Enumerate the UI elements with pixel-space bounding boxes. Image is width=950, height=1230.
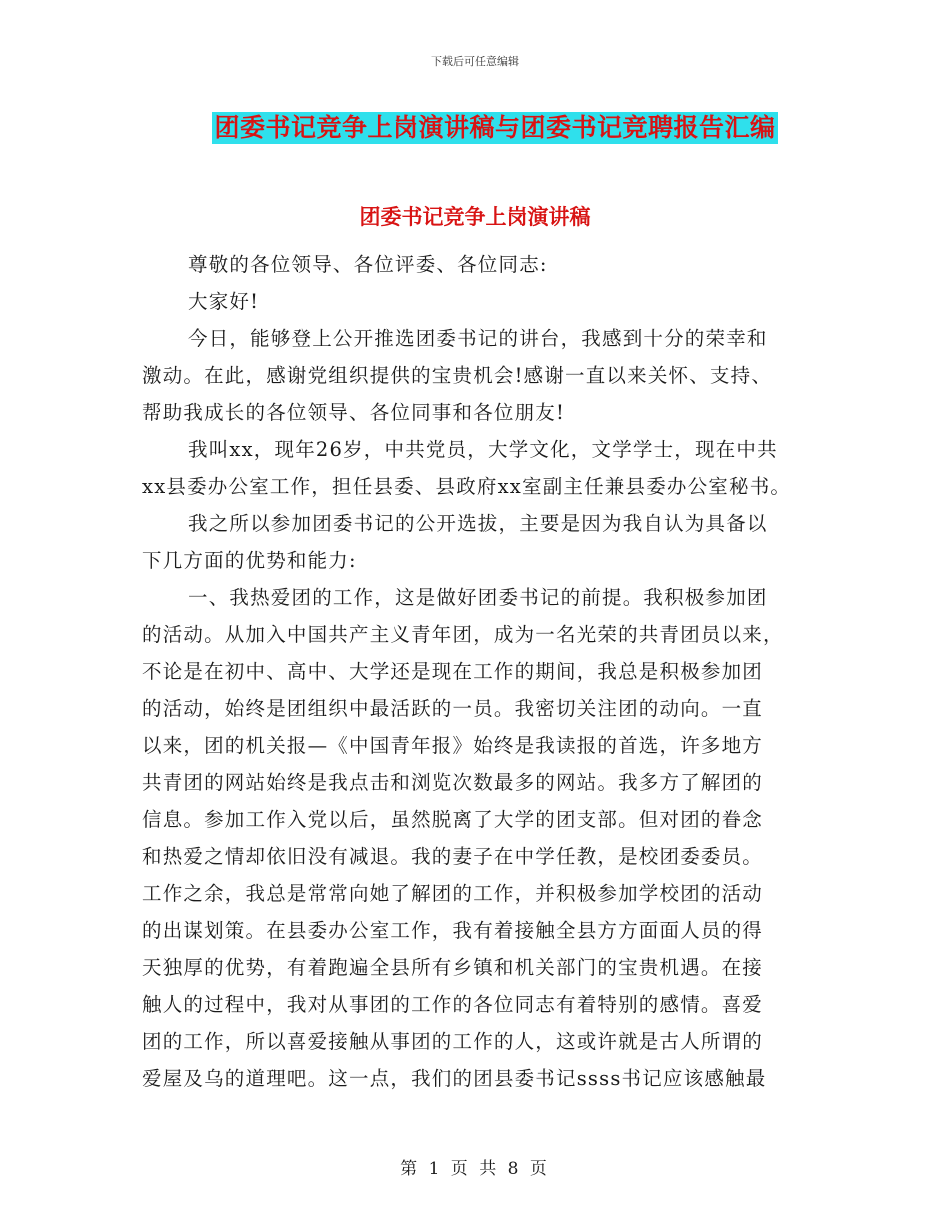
page-header-note: 下载后可任意编辑 [431,55,519,68]
text-line: 帮助我成长的各位领导、各位同事和各位朋友! [142,401,566,424]
text-line: 触人的过程中，我对从事团的工作的各位同志有着特别的感情。喜爱 [142,993,764,1016]
section-title: 团委书记竞争上岗演讲稿 [359,204,591,229]
text-line: 我之所以参加团委书记的公开选拔，主要是因为我自认为具备以 [188,512,768,535]
text-line: 和热爱之情却依旧没有减退。我的妻子在中学任教，是校团委委员。 [142,845,764,868]
text-line: 不论是在初中、高中、大学还是现在工作的期间，我总是积极参加团 [142,660,764,683]
page-footer: 第 1 页 共 8 页 [400,1159,550,1179]
text-line: 的活动，始终是团组织中最活跃的一员。我密切关注团的动向。一直 [142,697,764,720]
text-line: 天独厚的优势，有着跑遍全县所有乡镇和机关部门的宝贵机遇。在接 [142,956,764,979]
text-line: 团的工作，所以喜爱接触从事团的工作的人，这或许就是古人所谓的 [142,1030,764,1053]
main-title: 团委书记竞争上岗演讲稿与团委书记竞聘报告汇编 [214,113,776,142]
text-line: 工作之余，我总是常常向她了解团的工作，并积极参加学校团的活动 [142,882,764,905]
main-title-container [0,112,950,144]
text-line: 尊敬的各位领导、各位评委、各位同志: [188,253,548,276]
text-line: 我叫xx，现年26岁，中共党员，大学文化，文学学士，现在中共 [188,438,778,461]
text-line: 爱屋及乌的道理吧。这一点，我们的团县委书记ssss书记应该感触最 [142,1067,767,1090]
text-line: 一、我热爱团的工作，这是做好团委书记的前提。我积极参加团 [188,586,768,609]
text-line: xx县委办公室工作，担任县委、县政府xx室副主任兼县委办公室秘书。 [142,475,792,498]
text-line: 大家好! [188,290,260,313]
text-line: 的出谋划策。在县委办公室工作，我有着接触全县方方面面人员的得 [142,919,764,942]
text-line: 以来，团的机关报—《中国青年报》始终是我读报的首选，许多地方 [142,734,764,757]
text-line: 共青团的网站始终是我点击和浏览次数最多的网站。我多方了解团的 [142,771,764,794]
text-line: 信息。参加工作入党以后，虽然脱离了大学的团支部。但对团的眷念 [142,808,764,831]
text-line: 激动。在此，感谢党组织提供的宝贵机会!感谢一直以来关怀、支持、 [142,364,773,387]
text-line: 的活动。从加入中国共产主义青年团，成为一名光荣的共青团员以来， [142,623,784,646]
text-line: 今日，能够登上公开推选团委书记的讲台，我感到十分的荣幸和 [188,327,768,350]
text-line: 下几方面的优势和能力: [142,549,357,572]
